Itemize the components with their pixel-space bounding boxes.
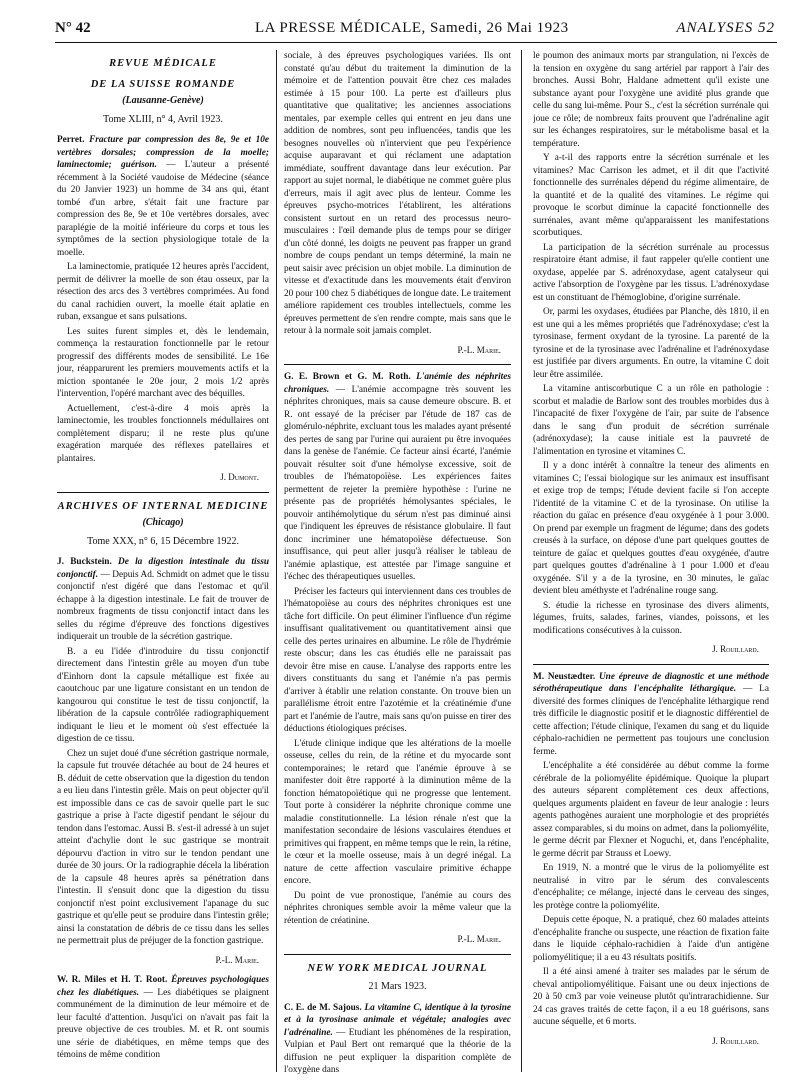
article-paragraph: M. Neustædter. Une épreuve de diagnostic et une méthode sérothérapeutique dans l'encéphalite léthargique. — La diversité des formes cliniques de l'encéphalite léthargique rend très difficile le diagnostic positif et le diagnostic différentiel de cette affection; l'étude clinique, l'examen du sang et du liquide céphalo-rachidien ne permettent pas toujours une conclusion ferme. (533, 671, 769, 757)
article-title: Épreuves psychologiques chez les diabétiques. (57, 975, 269, 998)
article-paragraph: G. E. Brown et G. M. Roth. L'anémie des néphrites chroniques. — L'anémie accompagne très souvent les néphrites chroniques, mais sa cause demeure obscure. B. et R. ont essayé de la préciser par l'étude de 187 cas de glomérulo-néphrite, excluant tous les malades ayant présenté des pertes de sang par l'urine qui auraient pu être invoquées dans la genèse de l'anémie. Ce facteur ainsi écarté, l'anémie pouvait résulter soit d'une hémolyse excessive, soit de troubles de l'hématopoïèse. Les expériences faites permettent de rejeter la première hypothèse : l'urine ne présente pas de propriétés hémolysantes spéciales, le pouvoir antihémolytique du sérum n'est pas diminué ainsi que l'indiquent les épreuves de résistance globulaire. Il faut donc incriminer une hématopoïèse défectueuse. Son insuffisance, qui peut aller jusqu'à réaliser le tableau de l'anémie aplastique, est attestée par l'image sanguine et l'échec des thérapeutiques usuelles. (284, 372, 511, 582)
article-title: Fracture par compression des 8e, 9e et 10e vertèbres dorsales; compression de la moelle; laminectomie; guérison. (57, 135, 269, 170)
article-author: G. E. Brown et G. M. Roth. (284, 372, 411, 382)
article-paragraph: L'encéphalite a été considérée au début comme la forme cérébrale de la poliomyélite épidémique. Quoique la plupart des auteurs séparent complètement ces deux affections, quelques arguments plaident en faveur de leur analogie : leurs agents pathogènes auraient une morphologie et des propriétés assez comparables, si du moins on admet, dans la poliomyélite, le germe décrit par Flexner et Noguchi, et, dans l'encéphalite, le germe décrit par Strauss et Loewy. (533, 761, 769, 859)
article-paragraph: Y a-t-il des rapports entre la sécrétion surrénale et les vitamines? Mac Carrison les admet, et il dit que l'activité fonctionnelle des surrénales dépend du régime alimentaire, de la quantité et de la qualité des vitamines. Le régime qui provoque le scorbut diminue la capacité fonctionnelle des surrénales, avant même qu'apparaissent les manifestations scorbutiques. (533, 153, 769, 238)
article-author: W. R. Miles et H. T. Root. (57, 975, 168, 985)
section-place: (Lausanne-Genève) (122, 95, 204, 106)
article-paragraph: Chez un sujet doué d'une sécrétion gastrique normale, la capsule fut trouvée détachée au bout de 24 heures et B. déduit de cette observation que la digestion du tendon a eu lieu dans l'intestin grêle. Mais on peut objecter qu'il est impossible dans ce cas de savoir quelle part le suc gastrique a prise à l'acte digestif pendant le séjour du tendon dans l'estomac. Aussi B. s'est-il adressé à un sujet atteint d'achylie dont le suc gastrique se montrait dépourvu d'action in vitro sur le tendon pendant une durée de 30 jours. Or la radiographie décela la libération de la capsule 48 heures après sa pénétration dans l'intestin. Il s'ensuit donc que la digestion du tissu conjonctif n'est point exclusivement l'apanage du suc gastrique et qu'elle peut se produire dans l'intestin grêle; ainsi la constatation de débris de ce tissu dans les selles ne permettrait plus de préjuger de la fonction gastrique. (57, 748, 269, 946)
article-author: J. Buckstein. (57, 557, 112, 567)
section-divider (57, 492, 269, 493)
article-paragraph: B. a eu l'idée d'introduire du tissu conjonctif directement dans l'intestin grêle au moyen d'un tube d'Einhorn dont la capsule métallique est fixée au caoutchouc par une ligature consistant en un tendon de kangourou qui constitue le test de tissu conjonctif, la libération de la capsule contrôlée radiographiquement indiquant le lieu et le moment où s'est effectuée la digestion de ce tissu. (57, 646, 269, 744)
article-signature: J. Dumont. (220, 472, 259, 482)
article-title: L'anémie des néphrites chroniques. (284, 372, 511, 395)
article-paragraph: En 1919, N. a montré que le virus de la poliomyélite est neutralisé in vitro par le sérum des convalescents d'encéphalite; ce mélange, injecté dans le cerveau des singes, les protège contre la poliomyélite. (533, 863, 769, 911)
article-divider (284, 364, 511, 365)
article-signature: P.-L. Marie. (457, 934, 501, 944)
article-paragraph: Il a été ainsi amené à traiter ses malades par le sérum de cheval antipoliomyélitique. Faisant une ou deux injections de 20 à 50 cm3 par voie veineuse plutôt qu'intrarachidienne. Sur 24 cas graves traités de cette façon, il a eu 18 guérisons, sans aucune séquelle, et 6 morts. (533, 967, 769, 1027)
column-rule-2 (521, 50, 522, 1072)
column-3 (533, 50, 769, 1074)
column-2 (284, 50, 511, 1074)
article-title: De la digestion intestinale du tissu conjonctif. (57, 557, 269, 580)
article-signature: P.-L. Marie. (457, 344, 501, 355)
section-title-line2: DE LA SUISSE ROMANDE (90, 78, 236, 90)
article-paragraph: J. Buckstein. De la digestion intestinale du tissu conjonctif. — Depuis Ad. Schmidt on admet que le tissu conjonctif n'est digéré que dans l'estomac et qu'il échappe à la digestion intestinale. Le fait de trouver de nombreux fragments de tissu conjonctif intact dans les selles du régime d'épreuve des fonctions digestives indiquerait un trouble de la sécrétion gastrique. (57, 557, 269, 642)
article-paragraph: Actuellement, c'est-à-dire 4 mois après la laminectomie, les troubles fonctionnels médullaires ont complètement disparu; il ne reste plus qu'une exagération marquée des réflexes patellaires et plantaires. (57, 403, 269, 464)
article-title: La vitamine C, identique à la tyrosine et à la tyrosinase animale et végétale; analogies avec l'adrénaline. (284, 1002, 511, 1038)
article-title: Une épreuve de diagnostic et une méthode sérothérapeutique dans l'encéphalite léthargique. (533, 671, 769, 694)
article-paragraph: S. étudie la richesse en tyrosinase des divers aliments, légumes, fruits, salades, farines, viandes, poissons, et les modifications consécutives à la cuisson. (533, 600, 769, 636)
article-paragraph: Il y a donc intérêt à connaître la teneur des aliments en vitamines C; l'essai biologique sur les animaux est insuffisant et exige trop de temps; l'étude devient facile si l'on accepte l'identité de la vitamine C et de la tyrosinase. On utilise la réaction du gaïac en présence d'eau oxygénée à 1 pour 3.000. On prend par exemple un fragment de légume; dans des godets creusés à la surface, on dépose d'une part quelques gouttes de teinture de gaïac et quelques gouttes d'eau oxygénée, d'autre part quelques gouttes d'adrénaline à 1 pour 1.000 et d'eau oxygénée. S'il y a de la tyrosine, en 30 minutes, le gaïac devient bleu améthyste et l'adrénaline rouge sang. (533, 461, 769, 596)
article-paragraph: C. E. de M. Sajous. La vitamine C, identique à la tyrosine et à la tyrosinase animale et végétale; analogies avec l'adrénaline. — Etudiant les phénomènes de la respiration, Vulpian et Paul Bert ont remarqué que la théorie de la diffusion ne peut expliquer la disparition complète de l'oxygène dans (284, 1002, 511, 1074)
article-paragraph: La vitamine antiscorbutique C a un rôle en pathologie : scorbut et maladie de Barlow sont des troubles morbides dus à l'incapacité de fixer l'oxygène de l'air, par suite de l'absence dans le sang d'un produit de sécrétion surrénale (adrénoxydase); la cause initiale est la pauvreté de l'alimentation en tyrosine et vitamines C. (533, 384, 769, 457)
article-signature: J. Rouillard. (712, 1035, 759, 1046)
article-paragraph: La laminectomie, pratiquée 12 heures après l'accident, permit de délivrer la moelle de son étau osseux, par la résection des arcs des 3 vertèbres comprimées. Au fond du canal rachidien ouvert, la moelle était aplatie en ruban, exsangue et sans pulsations. (57, 262, 269, 322)
issue-number: N° 42 (55, 20, 91, 36)
article-paragraph: La participation de la sécrétion surrénale au processus respiratoire étant admise, il faut rappeler qu'elle contient une oxydase, appelée par S. adrénoxydase, agent catalyseur qui active l'absorption de l'oxygène par les tissus. L'adrénoxydase est un constituant de l'hémoglobine, d'origine surrénale. (533, 242, 769, 303)
article-paragraph: Les suites furent simples et, dès le lendemain, commença la restauration fonctionnelle par le retour progressif des différents modes de sensibilité. Le 16e jour, réapparurent les premiers mouvements actifs et la miction spontanée le 20e jour, 2 mois 1/2 après l'intervention, l'opéré marchant avec des béquilles. (57, 326, 269, 399)
article-signature: J. Rouillard. (712, 644, 759, 654)
article-paragraph: Depuis cette époque, N. a pratiqué, chez 60 malades atteints d'encéphalite franche ou suspecte, une réaction de fixation faite dans le liquide céphalo-rachidien à l'aide d'un antigène poliomyélitique; il a eu 43 résultats positifs. (533, 915, 769, 963)
section-divider (284, 954, 511, 955)
article-author: M. Neustædter. (533, 671, 596, 682)
article-divider (533, 664, 769, 665)
article-paragraph: Or, parmi les oxydases, étudiées par Planche, dès 1810, il en est une qui a les mêmes propriétés que l'adrénoxydase; c'est la tyrosinase, ferment oxydant de la tyrosine. La parenté de la tyrosine et de la tyrosinase avec l'adrénaline et l'adrénoxydase est justifiée par divers arguments. En outre, la vitamine C doit leur être assimilée. (533, 307, 769, 380)
article-paragraph: W. R. Miles et H. T. Root. Épreuves psychologiques chez les diabétiques. — Les diabétiques se plaignent communément de la diminution de leur mémoire et de leur faculté d'attention. Jusqu'ici on n'avait pas fait la preuve objective de ces troubles. M. et R. ont soumis une série de diabétiques, en même temps que des témoins de même condition (57, 975, 269, 1060)
article-author: C. E. de M. Sajous. (284, 1002, 362, 1013)
section-title: ARCHIVES OF INTERNAL MEDICINE (57, 500, 269, 512)
article-paragraph: Préciser les facteurs qui interviennent dans ces troubles de l'hématopoïèse au cours des néphrites chroniques est une tâche fort difficile. On peut éliminer l'influence d'un régime insuffisant qualitativement ou quantitativement ainsi que celle des pertes urinaires en albumine. Le rôle de l'hydrémie reste obscur; dans les cas étudiés elle ne paraissait pas devoir être mise en cause. L'analyse des rapports entre les divers constituants du sang et l'anémie n'a pas permis d'arriver à établir une relation constante. On trouve bien un parallélisme étroit entre l'azotémie et la créatinémie d'une part et l'anémie de l'autre, mais sans qu'on puisse en tirer des déductions étiologiques précises. (284, 586, 511, 734)
page-header (55, 20, 775, 40)
article-paragraph: Du point de vue pronostique, l'anémie au cours des néphrites chroniques semble avoir la même valeur que la rétention de créatinine. (284, 890, 511, 926)
article-paragraph: le poumon des animaux morts par strangulation, ni l'excès de la tension en oxygène du sang artériel par rapport à l'air des bronches. Aussi Bohr, Haldane admettent qu'il existe une substance ayant pour l'oxygène une avidité plus grande que celle du sang lui-même. Pour S., c'est la sécrétion surrénale qui joue ce rôle; de nombreux faits prouvent que l'adrénaline agit sur les échanges respiratoires, sur le métabolisme basal et la température. (533, 51, 769, 149)
article-author: Perret. (57, 135, 85, 145)
section-issue: Tome XLIII, n° 4, Avril 1923. (103, 113, 223, 125)
article-paragraph: Perret. Fracture par compression des 8e, 9e et 10e vertèbres dorsales; compression de la moelle; laminectomie; guérison. — L'auteur a présenté récemment à la Société vaudoise de Médecine (séance du 20 Janvier 1923) un homme de 34 ans qui, étant tombé d'un arbre, s'était fait une fracture par compression des 8e, 9e et 10e vertèbres dorsales, avec paraplégie de la moitié inférieure du corps et tous les symptômes de la section physiologique totale de la moelle. (57, 135, 269, 258)
article-signature: P.-L. Marie. (215, 954, 259, 965)
section-issue: Tome XXX, n° 6, 15 Décembre 1922. (87, 535, 239, 547)
section-title: REVUE MÉDICALE (109, 58, 217, 69)
column-1 (57, 50, 269, 1074)
column-rule-1 (276, 50, 277, 1072)
article-paragraph: L'étude clinique indique que les altérations de la moelle osseuse, celles du rein, de la rétine et du myocarde sont contemporaines; le retard que l'anémie éprouve à se manifester doit être rapporté à la diminution même de la fonction hématopoïétique qui ne progresse que lentement. Tout porte à considérer la néphrite chronique comme une maladie constitutionnelle. La lésion rénale n'est que la manifestation secondaire de lésions vasculaires étendues et primitives qui frappent, en même temps que le rein, la rétine, le cœur et la moelle osseuse, mais à un degré inégal. La nature de cette affection vasculaire primitive échappe encore. (284, 738, 511, 886)
section-page-label: ANALYSES 52 (676, 20, 775, 36)
section-title: NEW YORK MEDICAL JOURNAL (307, 962, 488, 974)
section-issue: 21 Mars 1923. (368, 981, 427, 992)
article-paragraph: sociale, à des épreuves psychologiques variées. Ils ont constaté qu'au début du traitement la diminution de la mémoire et de l'attention pouvait être chez ces malades estimée à 15 pour 100. La perte est d'ailleurs plus quantitative que qualitative; les anciennes associations mentales, par exemple celles qui entrent en jeu dans une addition de nombres, sont peu influencées, tandis que les besognes nouvelles où n'intervient que peu l'expérience acquise auparavant et qui réclament une adaptation immédiate, souffrent davantage dans leur exécution. Par rapport au sujet normal, le diabétique ne commet guère plus d'erreurs, mais il agit avec plus de lenteur. Comme les épreuves psycho-motrices l'établirent, les altérations consistent surtout en un retard des processus neuro-musculaires : l'œil demande plus de temps pour se diriger d'un côté donné, les doigts ne peuvent pas frapper un grand nombre de coups pendant un temps déterminé, la main ne peut saisir avec précision un objet mobile. La diminution de vitesse et d'exactitude dans les mouvements était d'environ 20 pour 100 chez 5 diabétiques de longue date. Le traitement améliore rapidement ces troubles intellectuels, comme les épreuves permettent de s'en rendre compte, mais sans que le retour à la normale soit jamais complet. (284, 51, 511, 336)
header-rule (55, 42, 777, 43)
section-place: (Chicago) (142, 517, 184, 528)
journal-title-date: LA PRESSE MÉDICALE, Samedi, 26 Mai 1923 (255, 20, 569, 36)
